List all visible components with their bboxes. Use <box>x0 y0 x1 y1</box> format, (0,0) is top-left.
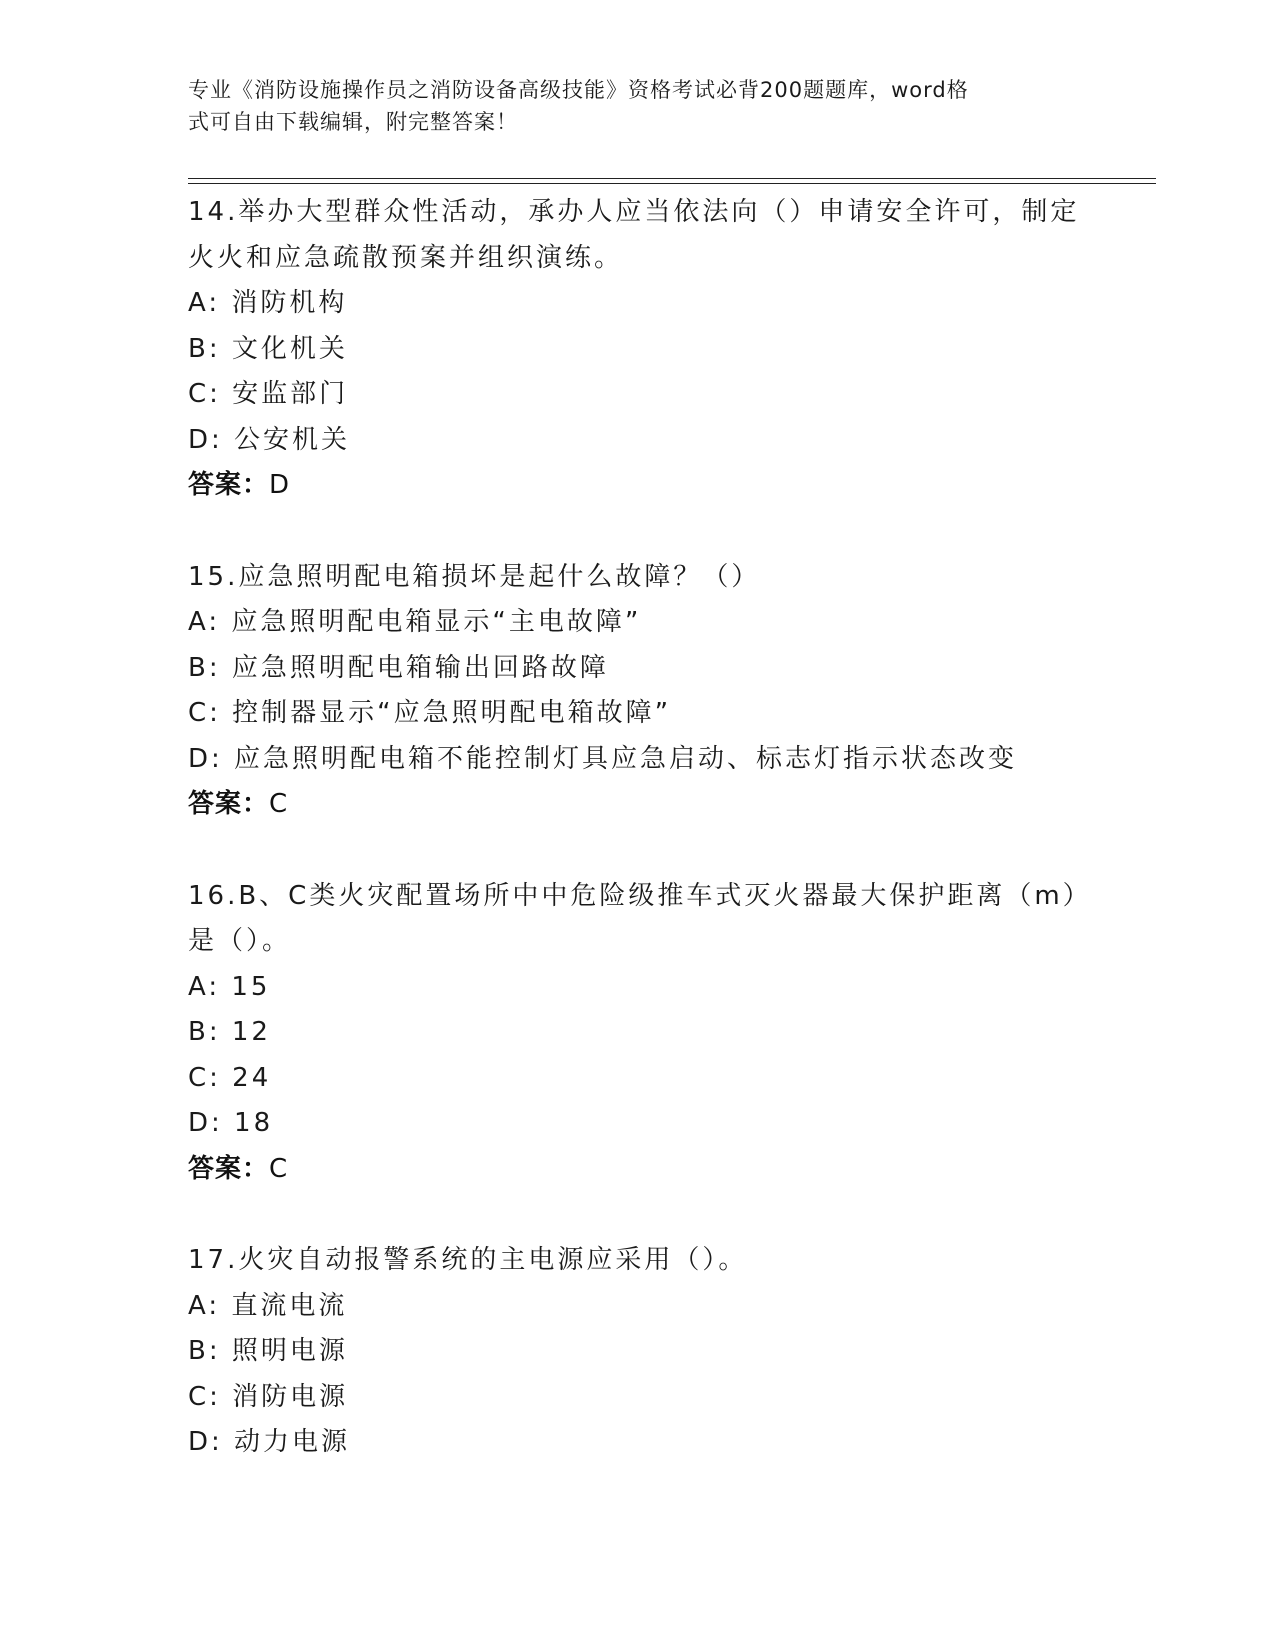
question-stem-line: 15.应急照明配电箱损坏是起什么故障？（） <box>188 561 761 592</box>
question-14 <box>188 190 1088 509</box>
answer-line <box>188 1147 1088 1193</box>
answer-label: 答案： <box>188 470 270 500</box>
header-line-2: 式可自由下载编辑，附完整答案！ <box>188 110 518 134</box>
option-d: D: 应急照明配电箱不能控制灯具应急启动、标志灯指示状态改变 <box>188 743 1018 774</box>
answer-value: C <box>269 789 289 819</box>
option-b: B: 12 <box>188 1017 271 1047</box>
question-stem-line: 17.火灾自动报警系统的主电源应采用（）。 <box>188 1245 748 1275</box>
answer-label: 答案： <box>188 789 270 819</box>
option-d: D: 动力电源 <box>188 1427 351 1457</box>
option-a: A: 直流电流 <box>188 1290 348 1321</box>
option-c: C: 控制器显示“应急照明配电箱故障” <box>188 698 672 728</box>
answer-line <box>188 463 1088 509</box>
option-c: C: 安监部门 <box>188 379 349 409</box>
question-16 <box>188 874 1092 1193</box>
answer-label: 答案： <box>188 1153 270 1184</box>
answer-value: D <box>269 470 291 500</box>
option-c: C: 消防电源 <box>188 1381 349 1412</box>
option-a: A: 应急照明配电箱显示“主电故障” <box>188 607 642 637</box>
header-line-1: 专业《消防设施操作员之消防设备高级技能》资格考试必背200题题库，word格 <box>188 78 969 102</box>
question-15 <box>188 555 1088 828</box>
answer-value: C <box>269 1153 289 1184</box>
option-d: D: 公安机关 <box>188 424 351 455</box>
option-b: B: 照明电源 <box>188 1336 348 1366</box>
option-a: A: 消防机构 <box>188 288 348 318</box>
header-divider-bottom <box>188 183 1156 184</box>
question-stem-line: 14.举办大型群众性活动，承办人应当依法向（）申请安全许可，制定 <box>188 197 1080 227</box>
option-b: B: 文化机关 <box>188 333 348 364</box>
answer-line <box>188 782 1088 828</box>
option-b: B: 应急照明配电箱输出回路故障 <box>188 652 609 683</box>
header-divider-top <box>188 178 1156 179</box>
document-header <box>188 74 1068 138</box>
option-d: D: 18 <box>188 1108 274 1138</box>
question-list <box>188 190 1092 1466</box>
option-a: A: 15 <box>188 971 271 1002</box>
question-stem-line: 是（）。 <box>188 926 292 956</box>
option-c: C: 24 <box>188 1062 272 1093</box>
question-stem-line: 火火和应急疏散预案并组织演练。 <box>188 242 624 273</box>
question-stem-line: 16.B、C类火灾配置场所中中危险级推车式灭火器最大保护距离（m） <box>188 880 1092 911</box>
question-17 <box>188 1238 1088 1466</box>
